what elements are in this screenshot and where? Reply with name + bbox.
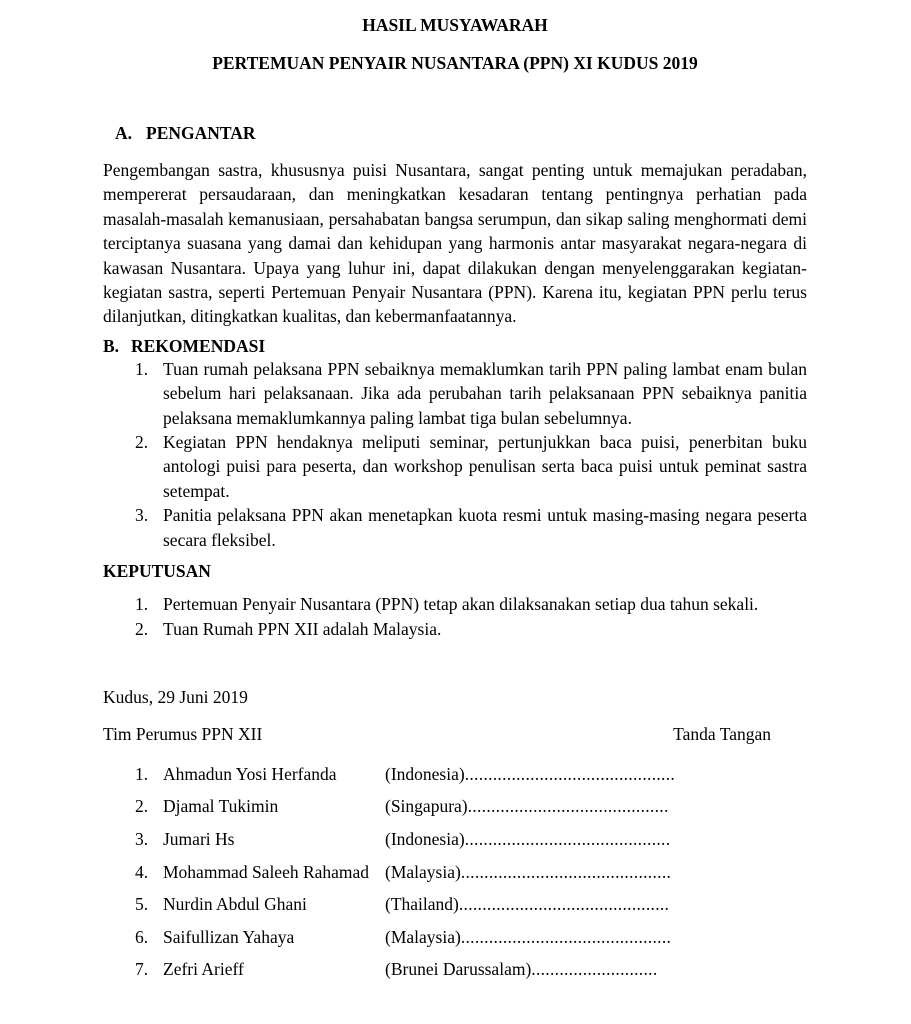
signatory-country: (Brunei Darussalam) xyxy=(385,959,532,980)
signatory-number: 3. xyxy=(135,828,149,849)
list-item xyxy=(135,357,807,430)
signatory-name: Ahmadun Yosi Herfanda xyxy=(163,763,337,784)
signatory-name: Nurdin Abdul Ghani xyxy=(163,894,307,915)
committee-name: Tim Perumus PPN XII xyxy=(103,724,263,745)
signatory-name: Mohammad Saleeh Rahamad xyxy=(163,861,370,882)
signatory-country: (Malaysia) xyxy=(385,926,461,947)
signatory-row xyxy=(135,758,807,791)
signature-dotted-line: ........................... xyxy=(531,959,658,980)
signature-dotted-line: ............................................. xyxy=(460,861,672,882)
document-title-line1: HASIL MUSYAWARAH xyxy=(362,15,548,35)
signatory-number: 5. xyxy=(135,894,149,915)
section-b-heading xyxy=(103,335,807,357)
list-item xyxy=(135,617,807,641)
signatory-country: (Singapura) xyxy=(385,796,468,817)
signatory-name: Zefri Arieff xyxy=(163,959,244,980)
list-item-number: 2. xyxy=(135,618,149,639)
signatory-country: (Malaysia) xyxy=(385,861,461,882)
keputusan-list xyxy=(103,592,807,641)
signatory-country: (Indonesia) xyxy=(385,763,465,784)
list-item xyxy=(135,430,807,503)
signatory-name: Djamal Tukimin xyxy=(163,796,279,817)
signature-column-header: Tanda Tangan xyxy=(673,724,771,745)
rekomendasi-list xyxy=(103,357,807,552)
section-b-label: B. xyxy=(103,335,120,356)
signatory-country: (Indonesia) xyxy=(385,828,465,849)
signatory-name: Saifullizan Yahaya xyxy=(163,926,295,947)
document-title-line2: PERTEMUAN PENYAIR NUSANTARA (PPN) XI KUDUS 2019 xyxy=(212,53,698,73)
signatory-number: 2. xyxy=(135,796,149,817)
list-item-number: 2. xyxy=(135,432,149,453)
signatory-number: 4. xyxy=(135,861,149,882)
list-item-number: 1. xyxy=(135,358,149,379)
section-a-label: A. xyxy=(115,123,133,143)
list-item-text: Tuan rumah pelaksana PPN sebaiknya memaklumkan tarih PPN paling lambat enam bulan sebelum hari pelaksanaan. Jika ada perubahan tarih pelaksanaan PPN sebaiknya panitia pelaksana memaklumkannya paling lambat tiga bulan sebelumnya. xyxy=(163,358,807,428)
signature-dotted-line: ............................................. xyxy=(464,763,676,784)
signature-dotted-line: ........................................... xyxy=(467,796,669,817)
signatory-row xyxy=(135,790,807,823)
signature-dotted-line: ............................................. xyxy=(458,894,670,915)
signatory-row xyxy=(135,888,807,921)
signatory-row xyxy=(135,953,807,986)
list-item xyxy=(135,503,807,552)
signatory-number: 1. xyxy=(135,763,149,784)
signature-dotted-line: ............................................ xyxy=(464,828,671,849)
place-date: Kudus, 29 Juni 2019 xyxy=(103,686,248,707)
list-item-text: Kegiatan PPN hendaknya meliputi seminar, pertunjukkan baca puisi, penerbitan buku antologi puisi para peserta, dan workshop penulisan serta baca puisi untuk peminat sastra setempat. xyxy=(163,432,807,501)
list-item-text: Tuan Rumah PPN XII adalah Malaysia. xyxy=(163,618,442,639)
committee-row xyxy=(103,722,807,746)
signatory-row xyxy=(135,823,807,856)
list-item-text: Pertemuan Penyair Nusantara (PPN) tetap akan dilaksanakan setiap dua tahun sekali. xyxy=(163,594,759,615)
signatory-name: Jumari Hs xyxy=(163,828,235,849)
signature-dotted-line: ............................................. xyxy=(460,926,672,947)
list-item-text: Panitia pelaksana PPN akan menetapkan kuota resmi untuk masing-masing negara peserta secara fleksibel. xyxy=(163,505,807,550)
section-a-heading-text: PENGANTAR xyxy=(146,123,256,143)
section-a-heading xyxy=(115,122,807,144)
signatory-country: (Thailand) xyxy=(385,894,459,915)
list-item xyxy=(135,592,807,616)
signatory-list xyxy=(103,758,807,986)
signatory-row xyxy=(135,856,807,889)
signatory-row xyxy=(135,921,807,954)
list-item-number: 1. xyxy=(135,594,149,615)
keputusan-heading: KEPUTUSAN xyxy=(103,561,211,582)
section-a-paragraph: Pengembangan sastra, khususnya puisi Nusantara, sangat penting untuk memajukan peradaban, mempererat persaudaraan, dan meningkatkan kesadaran tentang pentingnya perhatian pada masalah-masalah kemanusiaan, persahabatan bangsa serumpun, dan sikap saling menghormati demi terciptanya suasana yang damai dan kehidupan yang harmonis antar masyarakat negara-negara di kawasan Nusantara. Upaya yang luhur ini, dapat dilakukan dengan menyelenggarakan kegiatan-kegiatan sastra, seperti Pertemuan Penyair Nusantara (PPN). Karena itu, kegiatan PPN perlu terus dilanjutkan, ditingkatkan kualitas, dan kebermanfaatannya. xyxy=(103,160,807,327)
section-b-heading-text: REKOMENDASI xyxy=(131,335,266,356)
signatory-number: 6. xyxy=(135,926,149,947)
list-item-number: 3. xyxy=(135,505,149,526)
signatory-number: 7. xyxy=(135,959,149,980)
